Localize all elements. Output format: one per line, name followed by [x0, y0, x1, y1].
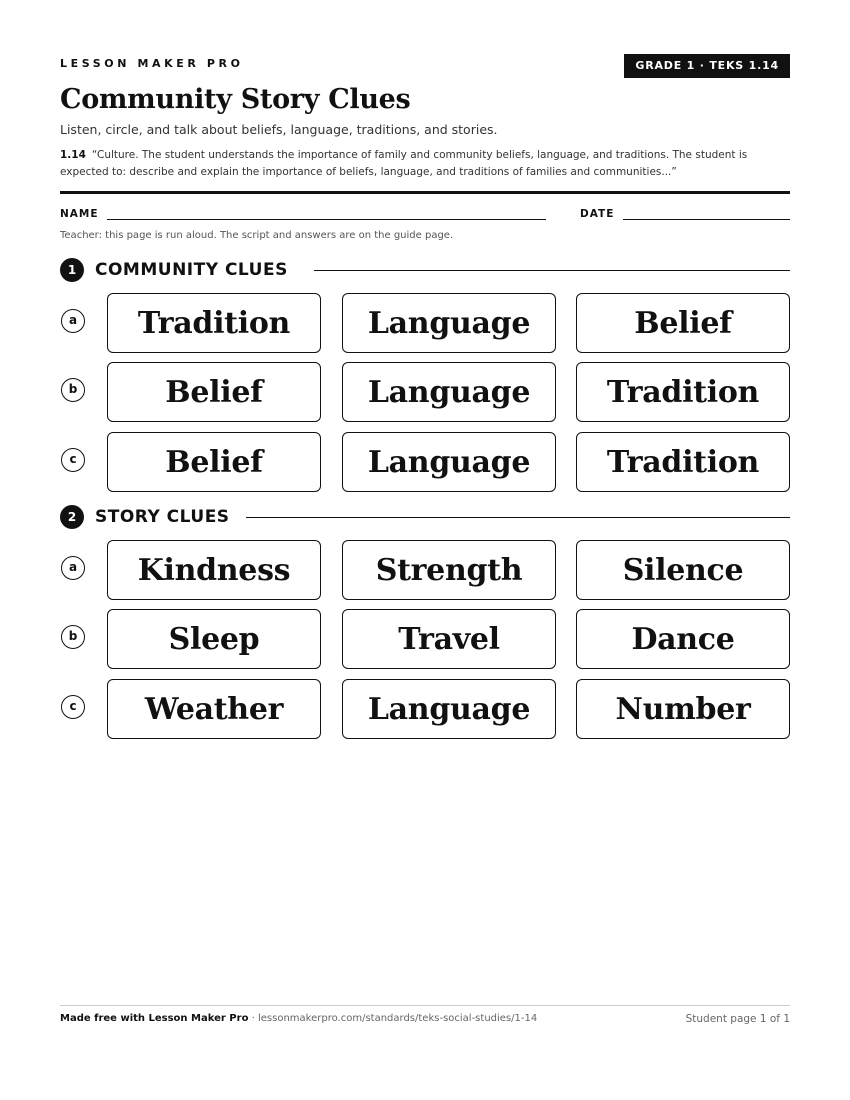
standard-text: “Culture. The student understands the importance of family and community beliefs, language, and traditions. The student is expected to: describe and explain the importance of beliefs, language, and traditions of families and communities...” — [60, 149, 748, 178]
word-card[interactable]: Language — [342, 432, 556, 492]
row-letter: a — [61, 556, 85, 580]
word-card[interactable]: Sleep — [107, 609, 321, 669]
page-subtitle: Listen, circle, and talk about beliefs, language, traditions, and stories. — [60, 122, 498, 137]
row-letter: b — [61, 378, 85, 402]
word-card[interactable]: Language — [342, 362, 556, 422]
clue-row — [60, 679, 790, 739]
worksheet-page — [60, 0, 790, 1100]
page-title: Community Story Clues — [60, 84, 411, 115]
date-line[interactable] — [623, 219, 790, 220]
header-divider — [60, 191, 790, 194]
section-number: 1 — [60, 258, 84, 282]
clue-row — [60, 609, 790, 669]
row-letter: b — [61, 625, 85, 649]
word-card[interactable]: Strength — [342, 540, 556, 600]
word-card[interactable]: Language — [342, 679, 556, 739]
clue-row — [60, 362, 790, 422]
footer-page-number: Student page 1 of 1 — [685, 1013, 790, 1025]
grade-badge: GRADE 1 · TEKS 1.14 — [624, 54, 790, 78]
teacher-note: Teacher: this page is run aloud. The script and answers are on the guide page. — [60, 230, 454, 241]
section-rule — [246, 517, 790, 518]
word-card[interactable]: Belief — [107, 432, 321, 492]
clue-row — [60, 540, 790, 600]
footer-credit — [60, 1013, 537, 1024]
word-card[interactable]: Number — [576, 679, 790, 739]
word-card[interactable]: Tradition — [576, 432, 790, 492]
date-label: DATE — [580, 208, 615, 220]
standard-statement — [60, 147, 780, 181]
row-letter: a — [61, 309, 85, 333]
section-title: STORY CLUES — [95, 507, 230, 527]
section-community-clues — [60, 258, 790, 282]
footer-url-link[interactable]: lessonmakerpro.com/standards/teks-social-studies/1-14 — [257, 1013, 538, 1024]
footer-made-by: Made free with Lesson Maker Pro — [60, 1013, 249, 1024]
word-card[interactable]: Language — [342, 293, 556, 353]
standard-code: 1.14 — [60, 149, 86, 161]
section-story-clues — [60, 505, 790, 529]
word-card[interactable]: Dance — [576, 609, 790, 669]
section-rule — [314, 270, 790, 271]
word-card[interactable]: Silence — [576, 540, 790, 600]
clue-row — [60, 293, 790, 353]
word-card[interactable]: Travel — [342, 609, 556, 669]
name-line[interactable] — [107, 219, 546, 220]
footer-separator: · — [248, 1013, 258, 1024]
word-card[interactable]: Tradition — [107, 293, 321, 353]
word-card[interactable]: Belief — [576, 293, 790, 353]
section-title: COMMUNITY CLUES — [95, 260, 288, 280]
word-card[interactable]: Tradition — [576, 362, 790, 422]
section-number: 2 — [60, 505, 84, 529]
word-card[interactable]: Weather — [107, 679, 321, 739]
row-letter: c — [61, 448, 85, 472]
word-card[interactable]: Belief — [107, 362, 321, 422]
brand-name: LESSON MAKER PRO — [60, 57, 244, 70]
footer-divider — [60, 1005, 790, 1006]
clue-row — [60, 432, 790, 492]
name-label: NAME — [60, 208, 99, 220]
row-letter: c — [61, 695, 85, 719]
word-card[interactable]: Kindness — [107, 540, 321, 600]
